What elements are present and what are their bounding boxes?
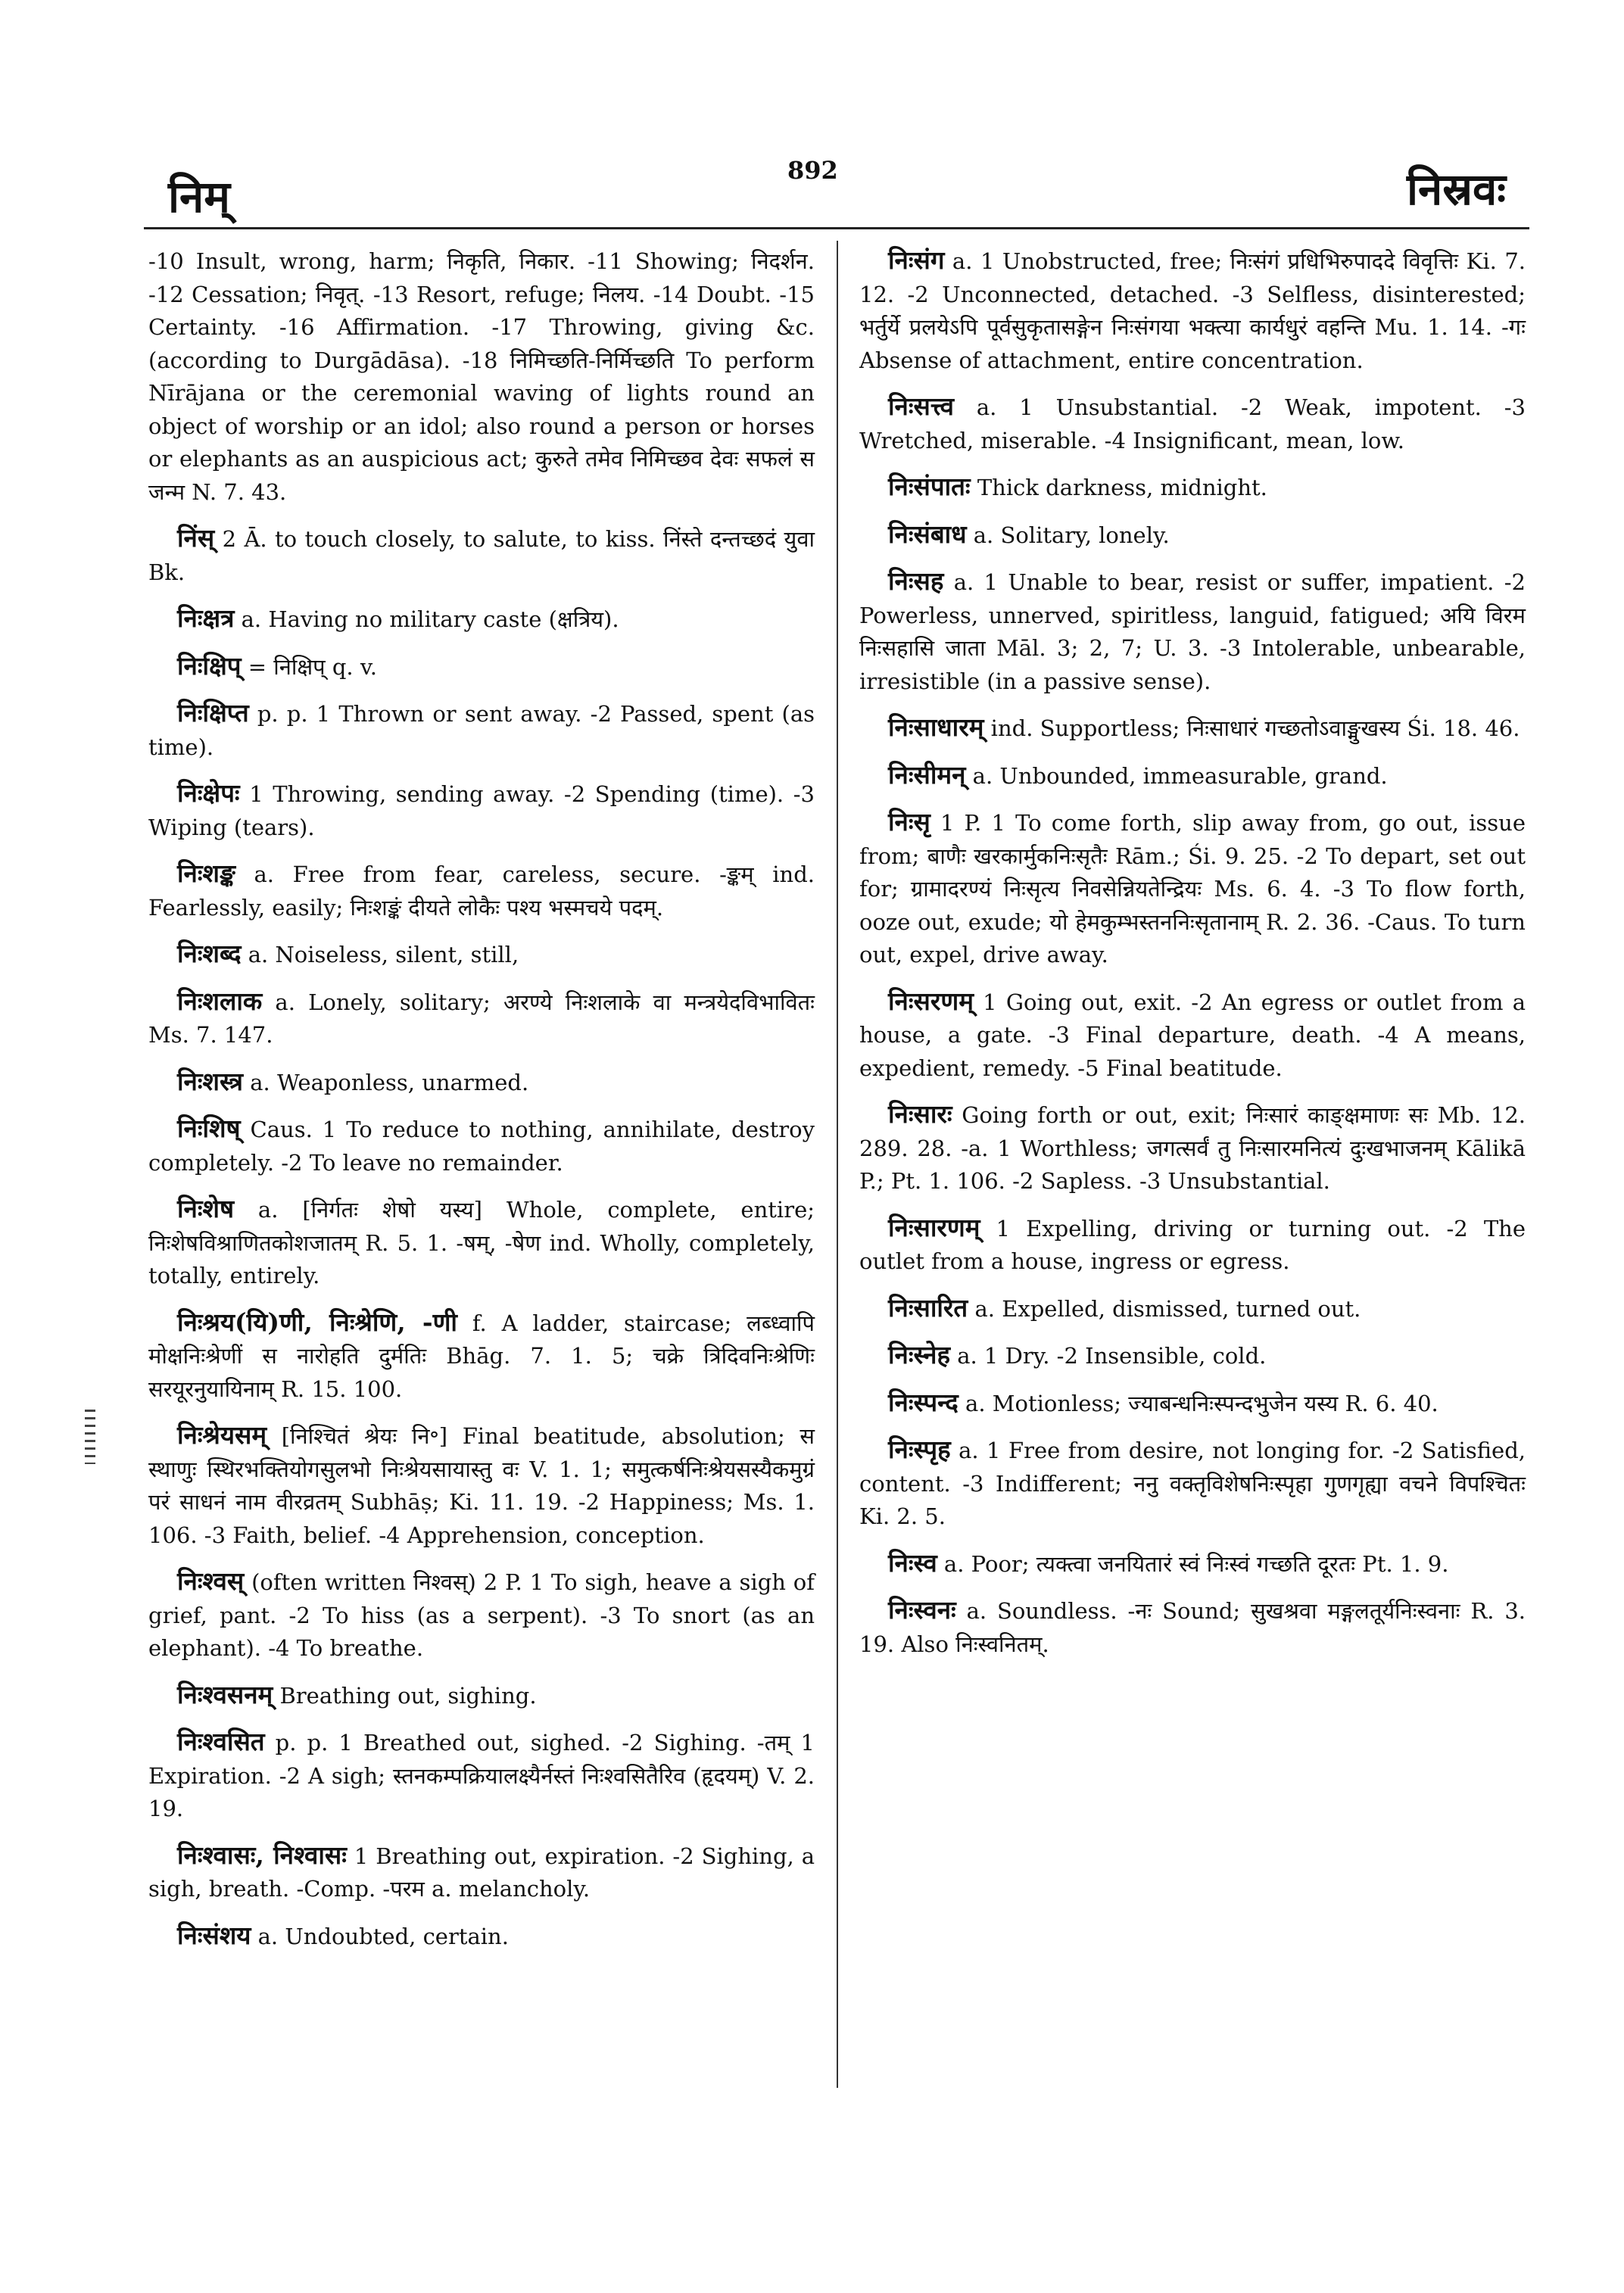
entry-text: ind. Supportless; निःसाधारं गच्छतोऽवाङ्मुखस्य Śi. 18. 46. xyxy=(983,715,1520,741)
entry-text: f. A ladder, staircase; लब्ध्वापि मोक्षनिःश्रेणीं स नारोहति दुर्मतिः Bhāg. 7. 1. 5; चक्रे त्रिदिवनिःश्रेणिः सरयूरनुयायिनाम् R. 15. 100. xyxy=(148,1310,815,1402)
entry-text: a. Motionless; ज्याबन्धनिःस्पन्दभुजेन यस्य R. 6. 40. xyxy=(958,1390,1439,1416)
dictionary-entry xyxy=(859,518,1526,553)
dictionary-entry xyxy=(859,1211,1526,1279)
entry-text: a. [निर्गतः शेषो यस्य] Whole, complete, entire; निःशेषविश्राणितकोशजातम् R. 5. 1. -षम्, -षेण ind. Wholly, completely, totally, entirely. xyxy=(148,1197,815,1288)
dictionary-entry xyxy=(859,1291,1526,1326)
dictionary-entry xyxy=(148,1839,815,1906)
entry-text: 1 Expelling, driving or turning out. -2 The outlet from a house, ingress or egress. xyxy=(859,1215,1526,1274)
entry-text: p. p. 1 Breathed out, sighed. -2 Sighing. -तम् 1 Expiration. -2 A sigh; स्तनकम्पक्रियालक्ष्यैर्नस्तं निःश्वसितैरिव (हृदयम्) V. 2. 19. xyxy=(148,1730,815,1821)
entry-text: Thick darkness, midnight. xyxy=(970,475,1267,500)
dictionary-entry xyxy=(148,1419,815,1552)
dictionary-entry xyxy=(859,390,1526,457)
entry-text: a. 1 Dry. -2 Insensible, cold. xyxy=(949,1343,1267,1369)
entry-headword: निःसाधारम् xyxy=(888,712,984,742)
entry-text: Going forth or out, exit; निःसारं काङ्क्षमाणः सः Mb. 12. 289. 28. -a. 1 Worthless; जगत्सर्वं तु निःसारमनित्यं दुःखभाजनम् Kālikā P.; Pt. 1. 106. -2 Sapless. -3 Unsubstantial. xyxy=(859,1102,1526,1194)
entry-text: [निश्चितं श्रेयः नि॰] Final beatitude, absolution; स स्थाणुः स्थिरभक्तियोगसुलभो निःश्रेयसायास्तु वः V. 1. 1; समुत्कर्षनिःश्रेयसस्यैकमुग्रं परं साधनं नाम वीरव्रतम् Subhāṣ; Ki. 11. 19. -2 Happiness; Ms. 1. 106. -3 Faith, belief. -4 Apprehension, conception. xyxy=(148,1423,815,1548)
dictionary-entry xyxy=(859,1594,1526,1661)
entry-headword: निःस्वनः xyxy=(888,1595,956,1625)
entry-text: 1 Throwing, sending away. -2 Spending (time). -3 Wiping (tears). xyxy=(148,781,815,840)
entry-text: = निक्षिप् q. v. xyxy=(241,653,377,680)
entry-text: a. Weaponless, unarmed. xyxy=(243,1069,529,1095)
dictionary-entry xyxy=(148,1678,815,1713)
entry-text: a. Unbounded, immeasurable, grand. xyxy=(965,762,1388,789)
dictionary-entry xyxy=(859,470,1526,505)
entry-text: a. 1 Unobstructed, free; निःसंगं प्रधिभिरुपाददे विवृत्तिः Ki. 7. 12. -2 Unconnected, detached. -3 Selfless, disinterested; भर्तुर्ये प्रलयेऽपि पूर्वसुकृतासङ्गेन निःसंगया भक्त्या कार्यधुरं वहन्ति Mu. 1. 14. -गः Absense of attachment, entire concentration. xyxy=(859,248,1526,373)
running-head-right: निस्रवः xyxy=(1407,164,1506,215)
left-column xyxy=(148,244,815,1966)
entry-text: a. 1 Unsubstantial. -2 Weak, impotent. -3 Wretched, miserable. -4 Insignificant, mean, low. xyxy=(859,394,1526,453)
entry-text: a. Having no military caste (क्षत्रिय). xyxy=(234,606,619,632)
margin-tick-marks xyxy=(85,1410,95,1464)
dictionary-entry xyxy=(859,1098,1526,1198)
running-head-left: निम् xyxy=(168,171,230,223)
dictionary-entry xyxy=(148,1192,815,1293)
entry-headword: निःस्व xyxy=(888,1547,937,1578)
dictionary-entry xyxy=(148,937,815,972)
entry-headword: निःसारित xyxy=(888,1292,968,1323)
entry-text: Caus. 1 To reduce to nothing, annihilate, destroy completely. -2 To leave no remainder. xyxy=(148,1117,815,1176)
entry-headword: निःसंग xyxy=(888,245,945,275)
entry-headword: निःक्षिप् xyxy=(177,650,242,681)
entry-headword: निःक्षिप्त xyxy=(177,698,249,727)
entry-headword: निःसारणम् xyxy=(888,1212,980,1242)
column-divider xyxy=(837,241,838,2088)
entry-headword: निःशब्द xyxy=(177,939,242,968)
entry-headword: निःश्वसित xyxy=(177,1727,265,1756)
entry-headword: निःसंपातः xyxy=(888,472,971,501)
entry-headword: निःसंबाध xyxy=(888,519,967,549)
entry-text: 1 Breathing out, expiration. -2 Sighing, a sigh, breath. -Comp. -परम a. melancholy. xyxy=(148,1843,815,1902)
entry-text: a. Poor; त्यक्त्वा जनयितारं स्वं निःस्वं गच्छति दूरतः Pt. 1. 9. xyxy=(937,1550,1449,1577)
dictionary-entry xyxy=(859,759,1526,793)
dictionary-entry xyxy=(859,1433,1526,1534)
entry-headword: निःश्वासः, निश्वासः xyxy=(177,1840,347,1870)
entry-headword: निःसत्त्व xyxy=(888,391,954,421)
dictionary-entry xyxy=(148,1565,815,1665)
entry-text: a. Expelled, dismissed, turned out. xyxy=(968,1295,1361,1322)
dictionary-entry xyxy=(148,522,815,589)
dictionary-entry xyxy=(859,565,1526,698)
header-rule xyxy=(144,227,1529,229)
dictionary-entry xyxy=(148,244,815,509)
right-column xyxy=(859,244,1526,1674)
entry-text: a. 1 Free from desire, not longing for. -2 Satisfied, content. -3 Indifferent; ननु वक्तृविशेषनिःस्पृहा गुणगृह्या वचने विपश्चितः Ki. 2. 5. xyxy=(859,1438,1526,1529)
entry-text: (often written निश्वस्) 2 P. 1 To sigh, heave a sigh of grief, pant. -2 To hiss (as a serpent). -3 To snort (as an elephant). -4 To breathe. xyxy=(148,1569,815,1661)
entry-headword: निःशस्त्र xyxy=(177,1066,244,1096)
entry-headword: निःश्रेयसम् xyxy=(177,1420,267,1450)
entry-text: a. Noiseless, silent, still, xyxy=(241,942,519,967)
entry-headword: निःशलाक xyxy=(177,986,263,1016)
entry-headword: निःस्पन्द xyxy=(888,1387,959,1417)
entry-headword: निःक्षत्र xyxy=(177,603,235,633)
entry-headword: निःश्वस् xyxy=(177,1566,245,1596)
entry-text: Breathing out, sighing. xyxy=(273,1682,537,1709)
entry-headword: निःश्रय(यि)णी, निःश्रेणि, -णी xyxy=(177,1307,457,1337)
dictionary-entry xyxy=(859,711,1526,746)
dictionary-entry xyxy=(148,602,815,637)
entry-text: -10 Insult, wrong, harm; निकृति, निकार. -11 Showing; निदर्शन. -12 Cessation; निवृत्. -13 Resort, refuge; निलय. -14 Doubt. -15 Certainty. -16 Affirmation. -17 Throwing, giving &c. (according to Durgādāsa). -18 निमिच्छति-निर्मिच्छति To perform Nīrājana or the ceremonial waving of lights round an object of worship or an idol; also round a person or horses or elephants as an auspicious act; कुरुते तमेव निमिच्छव देवः सफलं स जन्म N. 7. 43. xyxy=(148,248,815,505)
entry-headword: निःशिष् xyxy=(177,1114,241,1143)
entry-text: 1 P. 1 To come forth, slip away from, go out, issue from; बाणैः खरकार्मुकनिःसृतैः Rām.; Śi. 9. 25. -2 To depart, set out for; ग्रामादरण्यं निःसृत्य निवसेन्नियतेन्द्रियः Ms. 6. 4. -3 To flow forth, ooze out, exude; यो हेमकुम्भस्तननिःसृतानाम् R. 2. 36. -Caus. To turn out, expel, drive away. xyxy=(859,810,1526,967)
entry-text: a. Solitary, lonely. xyxy=(966,522,1170,548)
entry-text: 1 Going out, exit. -2 An egress or outlet from a house, a gate. -3 Final departure, death. -4 A means, expedient, remedy. -5 Final beatitude. xyxy=(859,989,1526,1081)
dictionary-entry xyxy=(859,1386,1526,1421)
entry-headword: निःसृ xyxy=(888,807,930,837)
entry-headword: निःसारः xyxy=(888,1099,952,1129)
dictionary-entry xyxy=(148,1306,815,1407)
dictionary-entry xyxy=(148,1725,815,1826)
entry-headword: निःसीमन् xyxy=(888,759,966,790)
dictionary-entry xyxy=(148,857,815,924)
entry-headword: निःसंशय xyxy=(177,1920,251,1950)
dictionary-entry xyxy=(859,805,1526,972)
dictionary-entry xyxy=(148,650,815,684)
entry-headword: निंस् xyxy=(177,523,215,553)
dictionary-entry xyxy=(148,1065,815,1100)
entry-headword: निःशङ्क xyxy=(177,858,235,888)
entry-text: a. Free from fear, careless, secure. -ङ्कम् ind. Fearlessly, easily; निःशङ्कं दीयते लोकैः पश्य भस्मचये पदम्. xyxy=(148,861,815,921)
dictionary-entry xyxy=(148,1919,815,1954)
dictionary-entry xyxy=(859,1338,1526,1373)
entry-headword: निःसरणम् xyxy=(888,986,974,1016)
entry-headword: निःक्षेपः xyxy=(177,778,240,808)
dictionary-entry xyxy=(859,244,1526,377)
entry-text: a. Lonely, solitary; अरण्ये निःशलाके वा मन्त्रयेदविभावितः Ms. 7. 147. xyxy=(148,989,815,1048)
dictionary-entry xyxy=(148,1112,815,1179)
entry-headword: निःस्नेह xyxy=(888,1340,950,1369)
entry-text: p. p. 1 Thrown or sent away. -2 Passed, spent (as time). xyxy=(148,701,815,760)
page-number: 892 xyxy=(787,156,838,185)
entry-text: 2 Ā. to touch closely, to salute, to kiss. निंस्ते दन्तच्छदं युवा Bk. xyxy=(148,526,815,585)
entry-text: a. Undoubted, certain. xyxy=(251,1923,509,1949)
dictionary-entry xyxy=(148,696,815,764)
dictionary-entry xyxy=(148,985,815,1052)
dictionary-entry xyxy=(148,777,815,844)
entry-text: a. 1 Unable to bear, resist or suffer, impatient. -2 Powerless, unnerved, spiritless, languid, fatigued; अयि विरम निःसहासि जाता Māl. 3; 2, 7; U. 3. -3 Intolerable, unbearable, irresistible (in a passive sense). xyxy=(859,569,1526,694)
dictionary-entry xyxy=(859,1547,1526,1581)
entry-text: a. Soundless. -नः Sound; सुखश्रवा मङ्गलतूर्यनिःस्वनाः R. 3. 19. Also निःस्वनितम्. xyxy=(859,1598,1526,1657)
entry-headword: निःस्पृह xyxy=(888,1435,951,1464)
entry-headword: निःश्वसनम् xyxy=(177,1679,273,1709)
entry-headword: निःशेष xyxy=(177,1194,235,1223)
dictionary-entry xyxy=(859,985,1526,1086)
entry-headword: निःसह xyxy=(888,566,944,596)
